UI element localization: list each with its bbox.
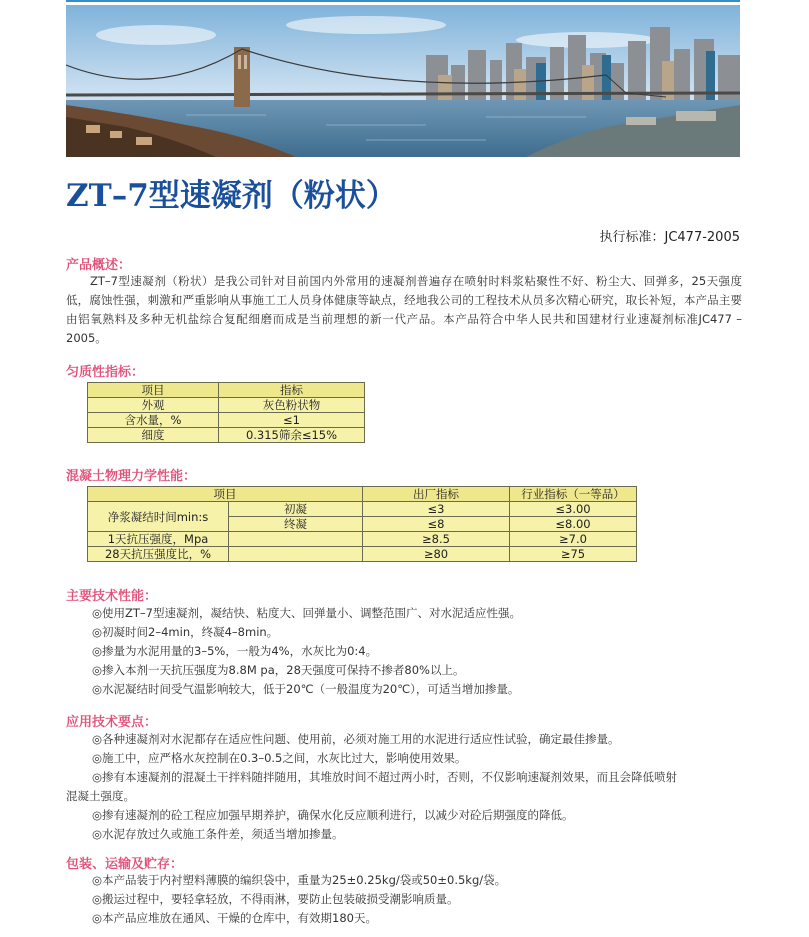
table-header-row <box>88 487 637 502</box>
table-cell: 灰色粉状物 <box>219 398 365 413</box>
table-header-row <box>88 383 365 398</box>
list-item: ◎施工中，应严格水灰控制在0.3–0.5之间，水灰比过大，影响使用效果。 <box>92 751 467 765</box>
table-cell: ≥7.0 <box>510 532 637 547</box>
list-item-continuation: 混凝土强度。 <box>66 789 135 803</box>
table-cell: 净浆凝结时间min:s <box>88 502 229 532</box>
packaging-list <box>92 871 742 928</box>
overview-heading: 产品概述： <box>66 258 132 273</box>
table-row <box>88 532 637 547</box>
application-heading: 应用技术要点： <box>66 715 158 730</box>
table-cell: 外观 <box>88 398 219 413</box>
table-header-cell: 项目 <box>88 487 363 502</box>
list-item: ◎掺有速凝剂的砼工程应加强早期养护，确保水化反应顺利进行，以减少对砼后期强度的降低。 <box>92 808 574 822</box>
table-cell: ≥80 <box>363 547 510 562</box>
table-cell: 细度 <box>88 428 219 443</box>
table-cell: ≥75 <box>510 547 637 562</box>
mechanical-table <box>87 486 637 562</box>
list-item: ◎本产品应堆放在通风、干燥的仓库中，有效期180天。 <box>92 911 377 925</box>
execution-standard: 执行标准：JC477-2005 <box>599 230 740 245</box>
list-item: ◎各种速凝剂对水泥都存在适应性问题、使用前，必须对施工用的水泥进行适应性试验，确定最佳掺量。 <box>92 732 620 746</box>
table-row <box>88 428 365 443</box>
table-row <box>88 413 365 428</box>
table-cell: ≤8 <box>363 517 510 532</box>
table-cell <box>229 532 363 547</box>
uniformity-table <box>87 382 365 443</box>
table-cell: 28天抗压强度比，% <box>88 547 229 562</box>
table-header-cell: 出厂指标 <box>363 487 510 502</box>
table-cell: 终凝 <box>229 517 363 532</box>
table-cell <box>229 547 363 562</box>
table-header-cell: 指标 <box>219 383 365 398</box>
top-rule <box>66 0 740 2</box>
table-cell: 1天抗压强度，Mpa <box>88 532 229 547</box>
list-item: ◎初凝时间2–4min，终凝4–8min。 <box>92 625 279 639</box>
table-cell: ≤3 <box>363 502 510 517</box>
table-header-cell: 项目 <box>88 383 219 398</box>
table-cell: ≤3.00 <box>510 502 637 517</box>
city-bridge-banner <box>66 5 740 157</box>
overview-text: ZT–7型速凝剂（粉状）是我公司针对目前国内外常用的速凝剂普遍存在喷射时料浆粘聚性不好、粉尘大、回弹多，25天强度低，腐蚀性强，刺激和严重影响从事施工工人员身体健康等缺点，经地我公司的工程技术从员多次精心研究，取长补短，本产品主要由铝氧熟料及多种无机盐综合复配细磨而成是当前理想的新一代产品。本产品符合中华人民共和国建材行业速凝剂标准JC477 – 2005。 <box>66 274 742 345</box>
table-row <box>88 502 637 517</box>
list-item: ◎搬运过程中，要轻拿轻放，不得雨淋，要防止包装破损受潮影响质量。 <box>92 892 459 906</box>
uniformity-heading: 匀质性指标： <box>66 365 145 380</box>
table-cell: 含水量，% <box>88 413 219 428</box>
table-row <box>88 547 637 562</box>
list-item: ◎水泥存放过久或施工条件差，须适当增加掺量。 <box>92 827 344 841</box>
table-cell: ≤8.00 <box>510 517 637 532</box>
list-item: ◎水泥凝结时间受气温影响较大，低于20℃（一般温度为20℃），可适当增加掺量。 <box>92 682 520 696</box>
table-cell: ≤1 <box>219 413 365 428</box>
table-cell: ≥8.5 <box>363 532 510 547</box>
application-list <box>66 730 742 844</box>
table-cell: 0.315筛余≤15% <box>219 428 365 443</box>
main-tech-heading: 主要技术性能： <box>66 589 158 604</box>
page-title: ZT–7型速凝剂（粉状） <box>66 178 397 214</box>
main-tech-list <box>92 604 742 699</box>
packaging-heading: 包装、运输及贮存： <box>66 857 184 872</box>
table-cell: 初凝 <box>229 502 363 517</box>
table-header-cell: 行业指标（一等品） <box>510 487 637 502</box>
list-item: ◎掺有本速凝剂的混凝土干拌料随拌随用，其堆放时间不超过两小时，否则，不仅影响速凝剂效果，而且会降低喷射 <box>92 770 678 784</box>
mechanical-heading: 混凝土物理力学性能： <box>66 469 197 484</box>
table-row <box>88 398 365 413</box>
list-item: ◎本产品装于内衬塑料薄膜的编织袋中，重量为25±0.25kg/袋或50±0.5kg/袋。 <box>92 873 507 887</box>
list-item: ◎掺入本剂一天抗压强度为8.8M pa，28天强度可保持不掺者80%以上。 <box>92 663 465 677</box>
list-item: ◎使用ZT–7型速凝剂，凝结快、粘度大、回弹量小、调整范围广、对水泥适应性强。 <box>92 606 521 620</box>
list-item: ◎掺量为水泥用量的3–5%，一般为4%，水灰比为0:4。 <box>92 644 378 658</box>
